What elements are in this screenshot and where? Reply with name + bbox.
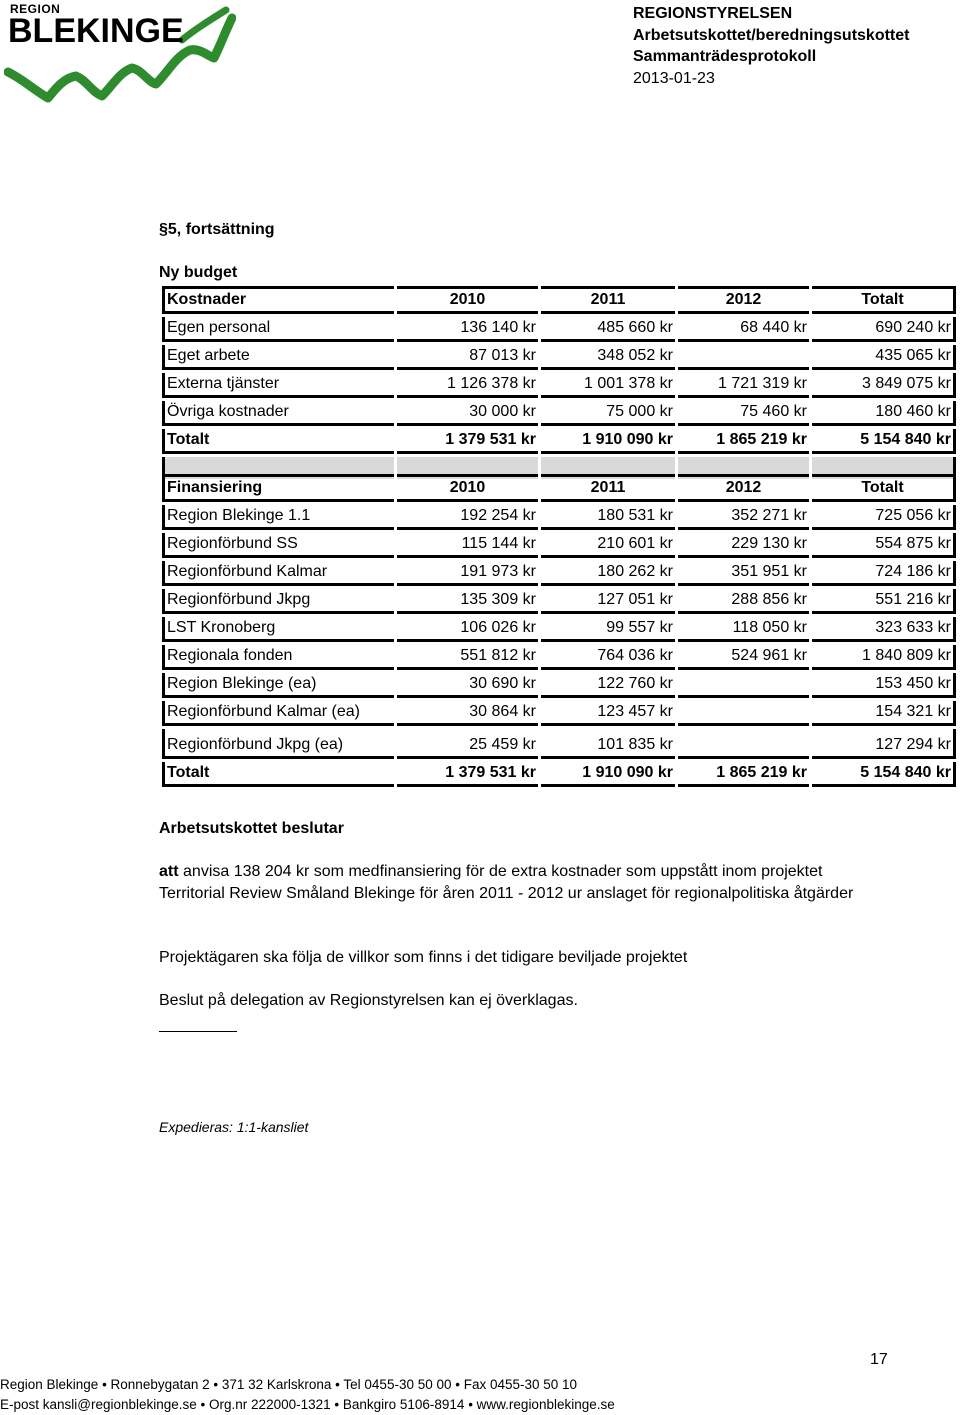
financing-row [162,533,956,558]
financing-row-cell: 154 321 kr [812,701,956,726]
financing-row-cell: LST Kronoberg [162,617,394,642]
costs-row-cell: 3 849 075 kr [812,373,956,398]
page-number: 17 [870,1351,888,1368]
financing-row-cell: 30 690 kr [397,673,538,698]
header-document-type: Sammanträdesprotokoll [633,48,817,65]
costs-row-cell: Egen personal [162,317,394,342]
financing-table [159,471,959,790]
financing-row-cell: 352 271 kr [678,505,809,530]
financing-row-cell: Regionförbund Kalmar [162,561,394,586]
financing-row-cell: Regionförbund Jkpg (ea) [162,729,394,759]
costs-row-cell: 68 440 kr [678,317,809,342]
costs-row-cell: 1 126 378 kr [397,373,538,398]
decision-att: att [159,863,179,880]
financing-row-cell: 351 951 kr [678,561,809,586]
dispatch-note: Expedieras: 1:1-kansliet [159,1119,309,1135]
header-date: 2013-01-23 [633,69,715,87]
costs-row-cell: 435 065 kr [812,345,956,370]
financing-total-row-cell: 5 154 840 kr [812,762,956,787]
financing-row-cell: 180 262 kr [541,561,675,586]
costs-row-cell: 30 000 kr [397,401,538,426]
financing-row-cell: Regionförbund Jkpg [162,589,394,614]
condition-text: Projektägaren ska följa de villkor som finns i det tidigare beviljade projektet [159,949,688,966]
financing-total-row-cell: 1 865 219 kr [678,762,809,787]
financing-row-cell: 323 633 kr [812,617,956,642]
financing-row-cell: 127 294 kr [812,729,956,759]
costs-row-cell [678,345,809,370]
costs-row [162,401,956,426]
costs-row [162,317,956,342]
financing-row [162,645,956,670]
financing-total-row [162,762,956,787]
financing-row-cell: 127 051 kr [541,589,675,614]
decision-title: Arbetsutskottet beslutar [159,820,344,837]
financing-row-cell: 724 186 kr [812,561,956,586]
financing-row-cell: 25 459 kr [397,729,538,759]
costs-row-cell: Externa tjänster [162,373,394,398]
appeal-text: Beslut på delegation av Regionstyrelsen kan ej överklagas. [159,992,578,1009]
financing-row-cell: Regionförbund SS [162,533,394,558]
financing-row-cell: Region Blekinge 1.1 [162,505,394,530]
costs-row-cell: 136 140 kr [397,317,538,342]
financing-row-cell: 180 531 kr [541,505,675,530]
document-header [633,3,909,89]
financing-row [162,561,956,586]
logo-brand-word: BLEKINGE [8,12,184,50]
costs-header-row-cell: Totalt [812,286,956,314]
section-title: §5, fortsättning [159,221,275,238]
footer-contact: E-post kansli@regionblekinge.se • Org.nr 222000-1321 • Bankgiro 5106-8914 • www.regionblekinge.se [0,1397,615,1412]
financing-row-cell: Regionala fonden [162,645,394,670]
financing-row-cell: Region Blekinge (ea) [162,673,394,698]
footer-address: Region Blekinge • Ronnebygatan 2 • 371 32 Karlskrona • Tel 0455-30 50 00 • Fax 0455-30 50 10 [0,1377,578,1392]
financing-row-cell: 764 036 kr [541,645,675,670]
financing-row [162,701,956,726]
cost-table-body [162,286,956,482]
financing-row-cell [678,701,809,726]
financing-row-cell: 210 601 kr [541,533,675,558]
financing-row-cell: 191 973 kr [397,561,538,586]
financing-table-body [162,474,956,787]
financing-row-cell: 115 144 kr [397,533,538,558]
costs-row-cell: 87 013 kr [397,345,538,370]
costs-header-row-cell: 2012 [678,286,809,314]
financing-row-cell: 192 254 kr [397,505,538,530]
costs-row-cell: 75 000 kr [541,401,675,426]
costs-row-cell: 1 001 378 kr [541,373,675,398]
financing-row-cell: 725 056 kr [812,505,956,530]
financing-row [162,617,956,642]
costs-header-row-cell: 2010 [397,286,538,314]
financing-row-cell: 122 760 kr [541,673,675,698]
costs-row-cell: 1 721 319 kr [678,373,809,398]
cost-table [159,283,959,485]
costs-row-cell: Övriga kostnader [162,401,394,426]
budget-title: Ny budget [159,264,238,281]
costs-total-row [162,429,956,454]
financing-row-cell: 106 026 kr [397,617,538,642]
financing-row [162,505,956,530]
costs-row [162,373,956,398]
costs-row-cell: 348 052 kr [541,345,675,370]
financing-row [162,673,956,698]
financing-total-row-cell: 1 379 531 kr [397,762,538,787]
financing-total-row-cell: 1 910 090 kr [541,762,675,787]
financing-row-cell: 118 050 kr [678,617,809,642]
costs-total-row-cell: Totalt [162,429,394,454]
financing-header-row-cell: 2011 [541,474,675,502]
financing-row [162,729,956,759]
financing-row-cell: 551 216 kr [812,589,956,614]
costs-total-row-cell: 5 154 840 kr [812,429,956,454]
costs-row-cell: Eget arbete [162,345,394,370]
financing-header-row-cell: 2010 [397,474,538,502]
costs-header-row-cell: Kostnader [162,286,394,314]
costs-header-row [162,286,956,314]
financing-row-cell: 1 840 809 kr [812,645,956,670]
financing-header-row [162,474,956,502]
financing-row-cell: 554 875 kr [812,533,956,558]
financing-total-row-cell: Totalt [162,762,394,787]
divider-rule [159,1031,237,1032]
decision-body: anvisa 138 204 kr som medfinansiering för de extra kostnader som uppstått inom projektet Territorial Review Småland Blekinge för åren 2011 - 2012 ur anslaget för regionalpolitiska åtgärder [159,863,854,902]
header-committee: Arbetsutskottet/beredningsutskottet [633,26,910,44]
costs-header-row-cell: 2011 [541,286,675,314]
financing-row [162,589,956,614]
financing-row-cell [678,729,809,759]
financing-row-cell: 551 812 kr [397,645,538,670]
costs-row-cell: 75 460 kr [678,401,809,426]
financing-header-row-cell: Totalt [812,474,956,502]
costs-total-row-cell: 1 910 090 kr [541,429,675,454]
financing-row-cell: 524 961 kr [678,645,809,670]
financing-row-cell: 101 835 kr [541,729,675,759]
costs-row [162,345,956,370]
financing-row-cell: 229 130 kr [678,533,809,558]
header-organization: REGIONSTYRELSEN [633,5,793,22]
financing-row-cell: Regionförbund Kalmar (ea) [162,701,394,726]
footer [0,1375,615,1415]
financing-header-row-cell: 2012 [678,474,809,502]
logo-region-word: REGION [10,2,61,16]
costs-row-cell: 180 460 kr [812,401,956,426]
financing-row-cell [678,673,809,698]
costs-row-cell: 690 240 kr [812,317,956,342]
financing-row-cell: 288 856 kr [678,589,809,614]
costs-total-row-cell: 1 379 531 kr [397,429,538,454]
financing-row-cell: 153 450 kr [812,673,956,698]
financing-row-cell: 99 557 kr [541,617,675,642]
financing-header-row-cell: Finansiering [162,474,394,502]
decision-text [159,861,879,905]
financing-row-cell: 123 457 kr [541,701,675,726]
region-blekinge-logo [4,2,236,106]
costs-row-cell: 485 660 kr [541,317,675,342]
financing-row-cell: 135 309 kr [397,589,538,614]
costs-total-row-cell: 1 865 219 kr [678,429,809,454]
financing-row-cell: 30 864 kr [397,701,538,726]
